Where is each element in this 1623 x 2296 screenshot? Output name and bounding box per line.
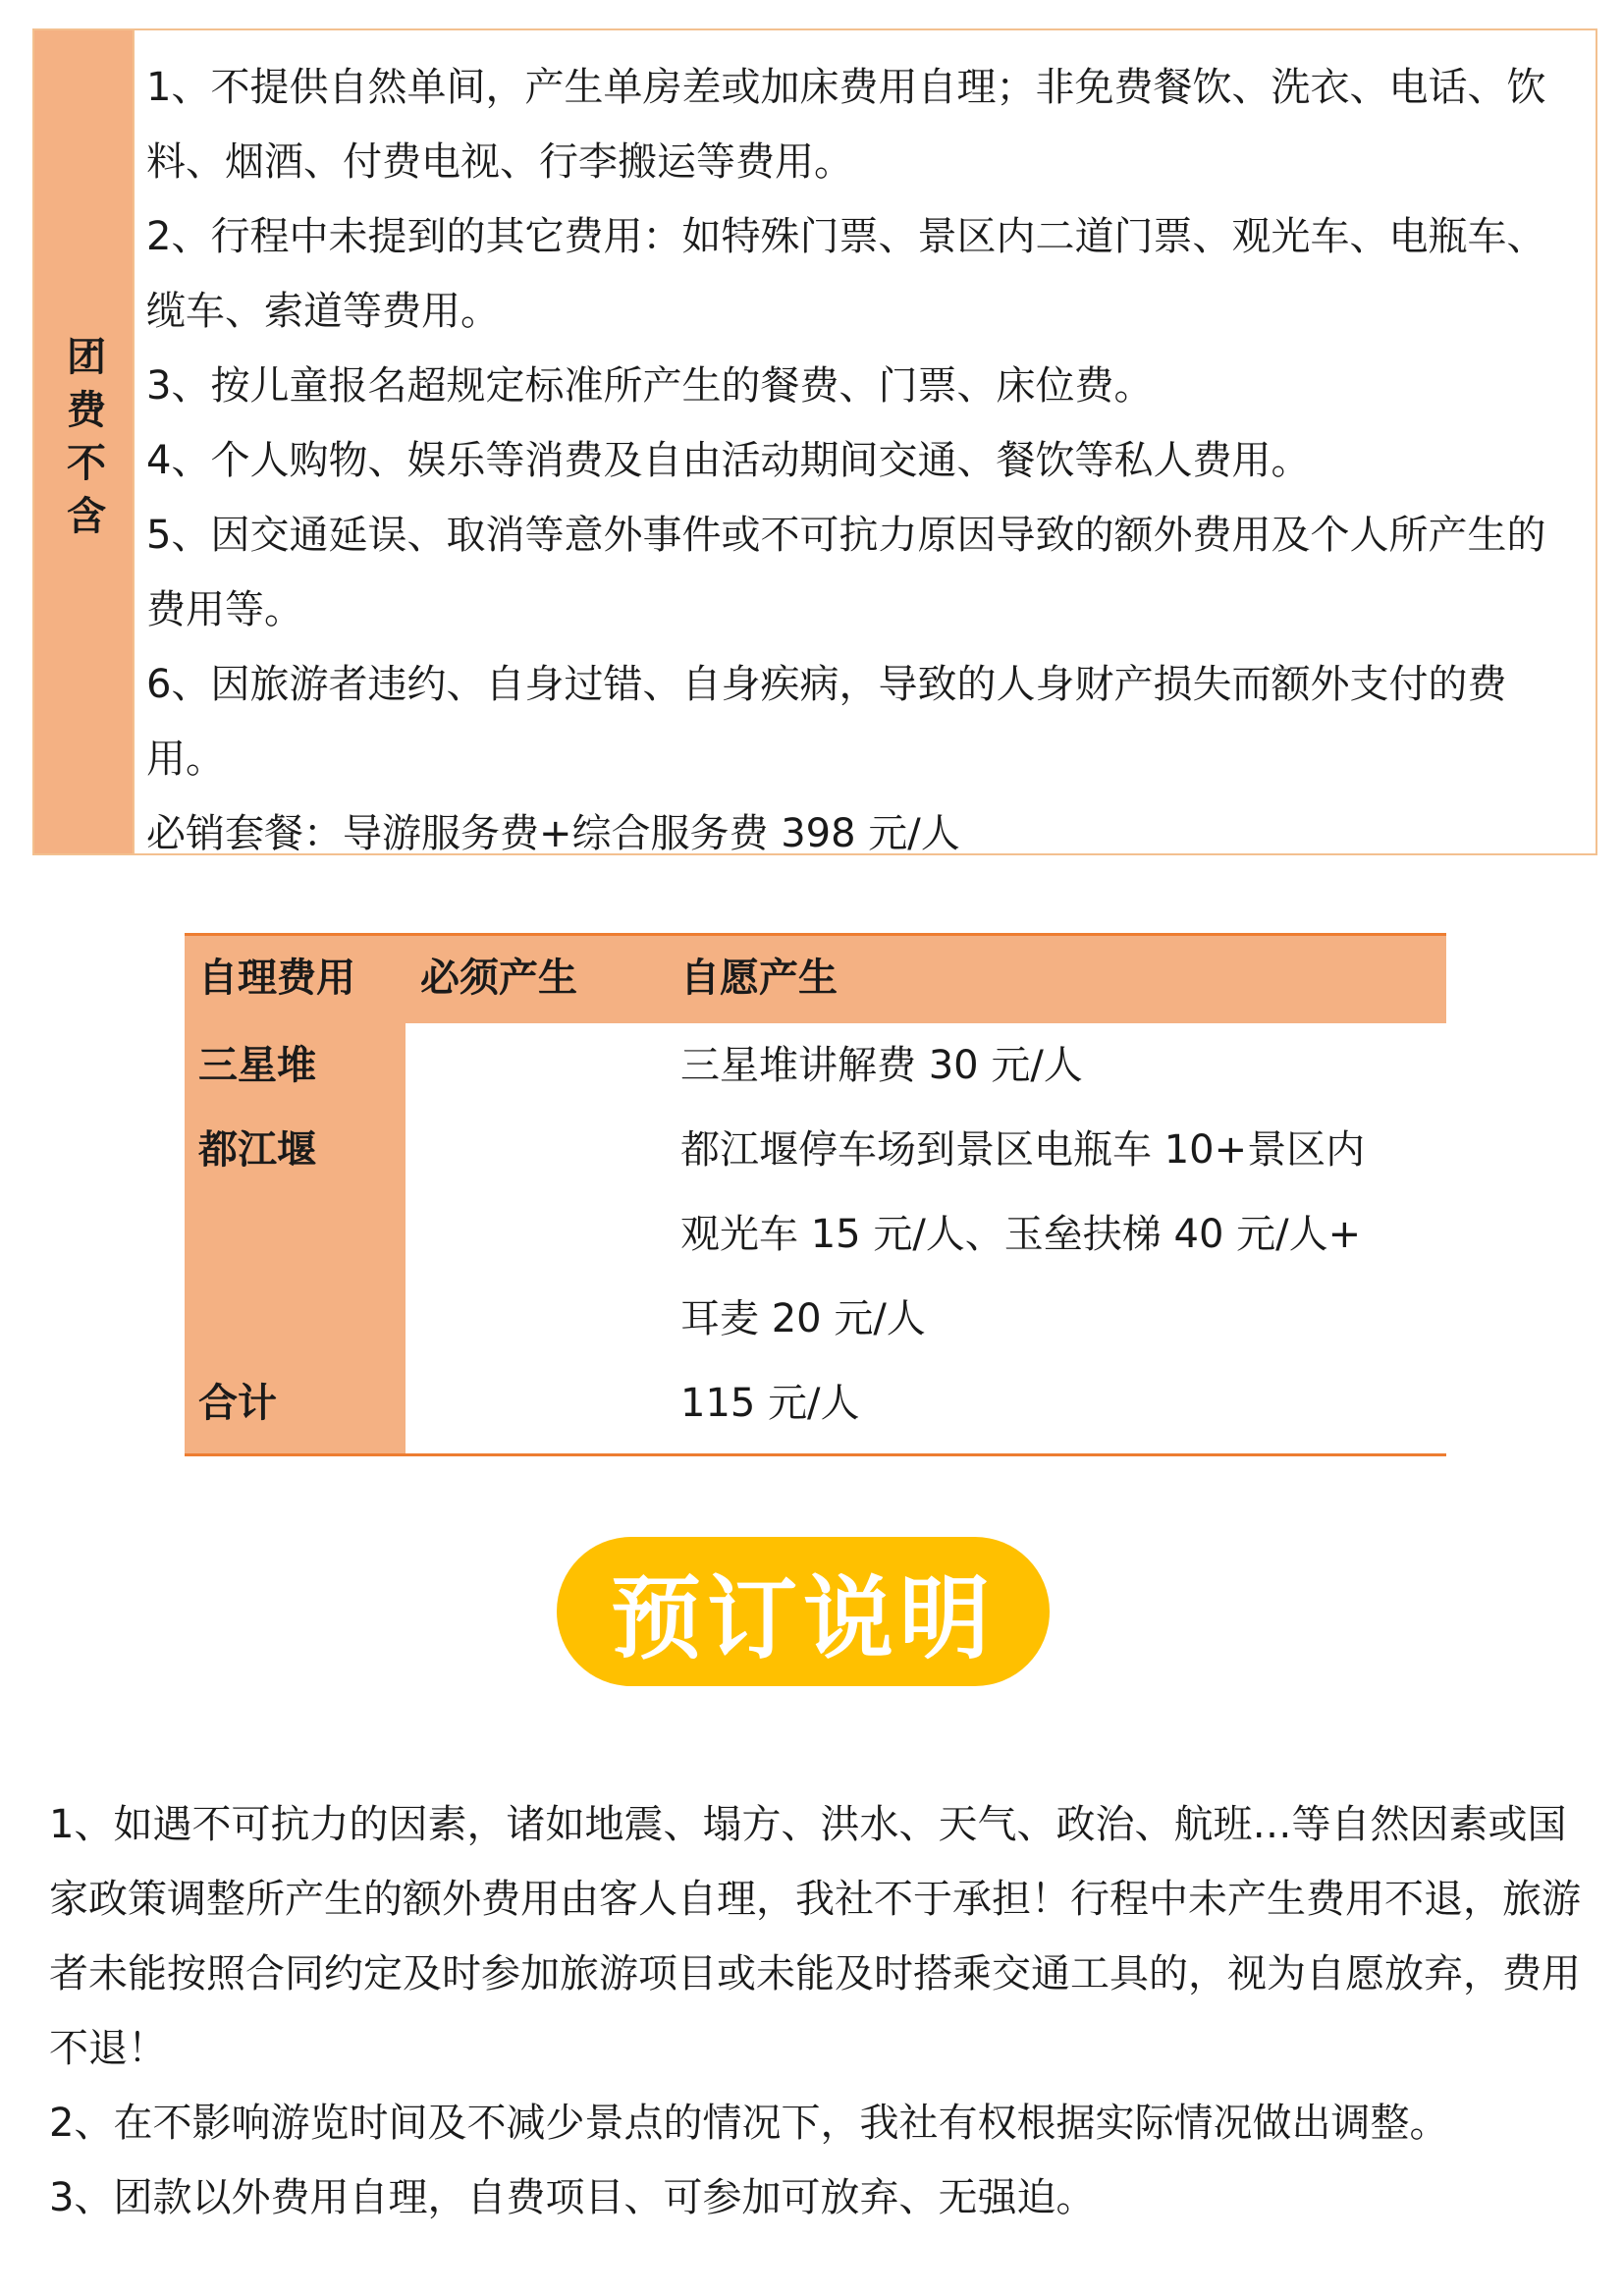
exclusion-item: 5、因交通延误、取消等意外事件或不可抗力原因导致的额外费用及个人所产生的费用等。	[146, 513, 1546, 632]
booking-title-pill	[557, 1537, 1050, 1686]
booking-note: 3、团款以外费用自理，自费项目、可参加可放弃、无强迫。	[49, 2175, 1096, 2220]
booking-title: 预订说明	[610, 1566, 996, 1671]
fee-table-bottom-rule	[185, 1453, 1446, 1456]
exclusions-side-header	[34, 30, 135, 853]
row-voluntary-dujiangyan-line: 耳麦 20 元/人	[680, 1296, 926, 1341]
self-paid-fee-table	[185, 933, 1446, 1456]
row-voluntary-sanxingdui: 三星堆讲解费 30 元/人	[680, 1043, 1083, 1088]
row-name-sanxingdui: 三星堆	[198, 1043, 316, 1088]
booking-note: 2、在不影响游览时间及不减少景点的情况下，我社有权根据实际情况做出调整。	[49, 2101, 1449, 2146]
booking-note: 1、如遇不可抗力的因素，诸如地震、塌方、洪水、天气、政治、航班…等自然因素或国家政策调整所产生的额外费用由客人自理，我社不于承担！行程中未产生费用不退，旅游者未能按照合同约定及时参加旅游项目或未能及时搭乘交通工具的，视为自愿放弃，费用不退！	[49, 1802, 1581, 2071]
exclusions-side-label: 团费不含	[60, 336, 106, 548]
exclusion-item: 4、个人购物、娱乐等消费及自由活动期间交通、餐饮等私人费用。	[146, 438, 1311, 483]
row-name-total: 合计	[198, 1381, 277, 1426]
header-voluntary: 自愿产生	[680, 956, 838, 1001]
exclusion-item: 1、不提供自然单间，产生单房差或加床费用自理；非免费餐饮、洗衣、电话、饮料、烟酒、付费电视、行李搬运等费用。	[146, 65, 1546, 185]
header-self-paid: 自理费用	[198, 956, 355, 1001]
exclusion-item: 2、行程中未提到的其它费用：如特殊门票、景区内二道门票、观光车、电瓶车、缆车、索道等费用。	[146, 214, 1546, 334]
booking-notes	[49, 1787, 1596, 2235]
mandatory-package: 必销套餐：导游服务费+综合服务费 398 元/人	[146, 811, 960, 856]
header-mandatory: 必须产生	[420, 956, 577, 1001]
row-voluntary-dujiangyan-line: 观光车 15 元/人、玉垒扶梯 40 元/人+	[680, 1212, 1362, 1257]
row-voluntary-dujiangyan-line: 都江堰停车场到景区电瓶车 10+景区内	[680, 1127, 1366, 1173]
row-value-total: 115 元/人	[680, 1381, 860, 1426]
fee-table-header	[185, 933, 1446, 1023]
exclusions-list	[135, 30, 1596, 856]
exclusion-item: 3、按儿童报名超规定标准所产生的餐费、门票、床位费。	[146, 363, 1154, 409]
exclusion-item: 6、因旅游者违约、自身过错、自身疾病，导致的人身财产损失而额外支付的费用。	[146, 662, 1507, 782]
row-name-dujiangyan: 都江堰	[198, 1127, 316, 1173]
exclusions-box	[32, 28, 1597, 855]
